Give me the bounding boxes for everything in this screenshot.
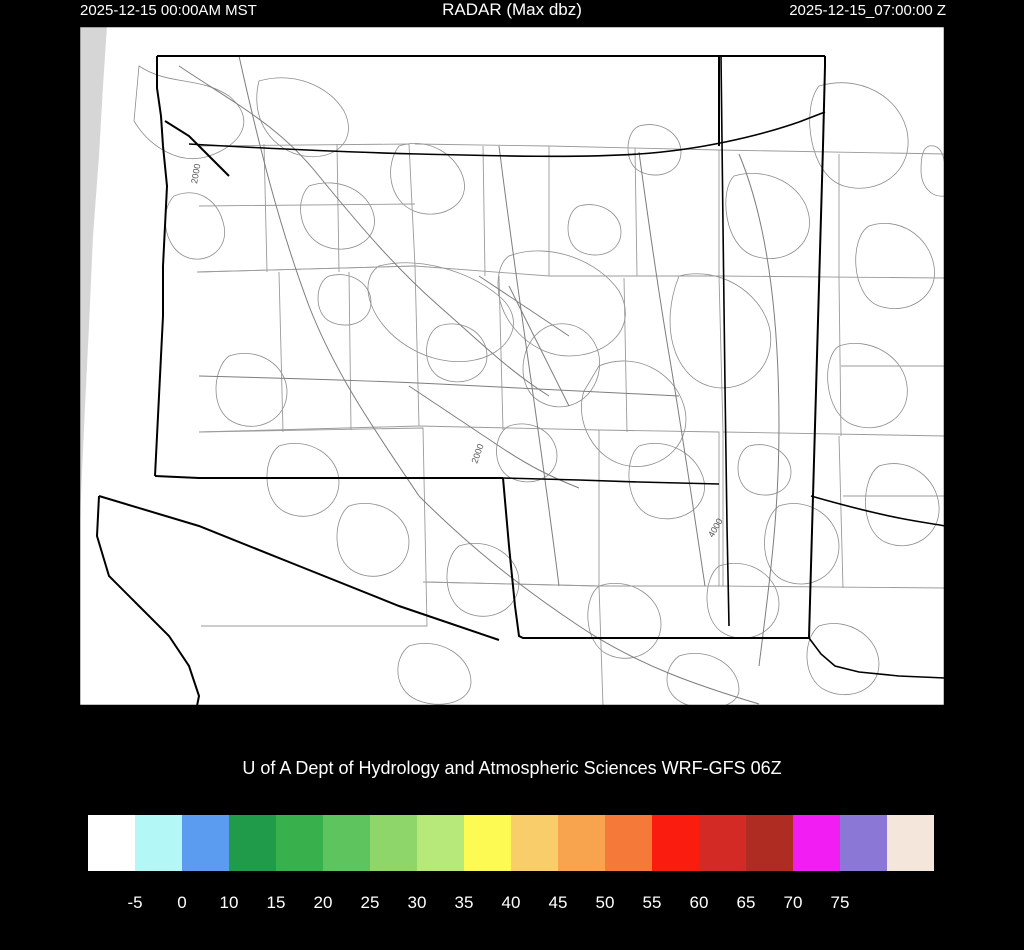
- colorbar-tick: 20: [313, 893, 333, 912]
- colorbar-swatch: [887, 815, 934, 871]
- colorbar-swatch: [464, 815, 511, 871]
- colorbar-swatch: [793, 815, 840, 871]
- colorbar-tick: 70: [783, 893, 803, 912]
- colorbar-tick: 10: [219, 893, 239, 912]
- colorbar-tick: 40: [501, 893, 521, 912]
- map-background: [79, 26, 945, 706]
- colorbar-swatch: [135, 815, 182, 871]
- header: [0, 0, 1024, 26]
- colorbar-tick: 0: [177, 893, 187, 912]
- colorbar-swatch: [652, 815, 699, 871]
- colorbar-tick: 25: [360, 893, 380, 912]
- radar-map: [79, 26, 945, 706]
- colorbar-tick: -5: [127, 893, 143, 912]
- colorbar-tick-labels: [88, 893, 934, 917]
- colorbar-tick: 60: [689, 893, 709, 912]
- valid-time-utc: 2025-12-15_07:00:00 Z: [789, 2, 946, 19]
- colorbar-tick: 35: [454, 893, 474, 912]
- valid-time-local: 2025-12-15 00:00AM MST: [80, 2, 257, 19]
- colorbar-tick: 15: [266, 893, 286, 912]
- colorbar-swatch: [558, 815, 605, 871]
- svg-text:2000: 2000: [189, 162, 203, 185]
- colorbar-tick: 50: [595, 893, 615, 912]
- colorbar-tick: 45: [548, 893, 568, 912]
- colorbar-swatch: [840, 815, 887, 871]
- colorbar-swatch: [276, 815, 323, 871]
- svg-text:4000: 4000: [706, 516, 725, 539]
- caption: U of A Dept of Hydrology and Atmospheric Sciences WRF-GFS 06Z: [242, 758, 782, 778]
- colorbar-tick: 75: [830, 893, 850, 912]
- colorbar-tick: 65: [736, 893, 756, 912]
- svg-text:2000: 2000: [469, 442, 486, 465]
- colorbar-swatch: [746, 815, 793, 871]
- colorbar-swatch: [229, 815, 276, 871]
- colorbar-swatch: [370, 815, 417, 871]
- colorbar-swatch: [605, 815, 652, 871]
- colorbar-swatch: [511, 815, 558, 871]
- colorbar-swatch: [182, 815, 229, 871]
- colorbar-tick: 55: [642, 893, 662, 912]
- reflectivity-colorbar: [88, 815, 934, 871]
- colorbar-swatch: [417, 815, 464, 871]
- colorbar-swatch: [323, 815, 370, 871]
- colorbar-swatch: [88, 815, 135, 871]
- colorbar-swatch: [699, 815, 746, 871]
- map-graphic: [79, 26, 945, 706]
- colorbar-tick: 30: [407, 893, 427, 912]
- page-title: RADAR (Max dbz): [442, 0, 582, 19]
